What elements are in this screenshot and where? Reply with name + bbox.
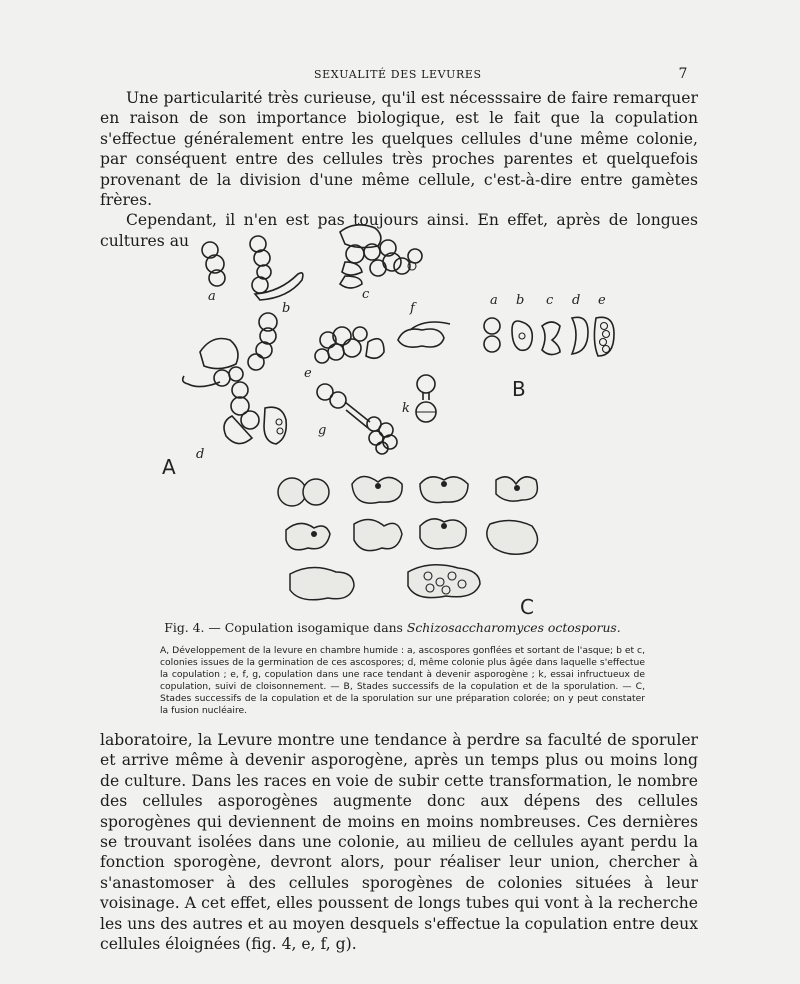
label-A-b: b: [282, 301, 291, 316]
panel-label-C: C: [520, 595, 534, 619]
paragraph-3: laboratoire, la Levure montre une tendance à perdre sa faculté de sporuler et arrive même à devenir asporogène, après un temps plus ou moins long de culture. Dans les races en voie de subir cette transformation, le nombre des cellules asporogènes augmente donc aux dépens des cellules sporogènes qui deviennent de moins en moins nombreuses. Ces dernières se trouvant isolées dans une colonie, au milieu de cellules ayant perdu la fonction sporogène, devront alors, pour réaliser leur union, chercher à s'anastomoser à des cellules sporogènes de colonies situées à leur voisinage. A cet effet, elles poussent de longs tubes qui vont à la recherche les uns des autres et au moyen desquels s'effectue la copulation entre deux cellules éloignées (fig. 4, e, f, g).: [100, 731, 698, 954]
label-B-b: b: [516, 293, 525, 308]
cells-A-d: [183, 313, 287, 462]
cells-A-b: [250, 236, 303, 316]
figure-caption-body: A, Développement de la levure en chambre humide : a, ascospores gonflées et sortant de l'asque; b et c, colonies issues de la germination de ces ascospores; d, même colonie plus âgée dans laquelle s'effectue la copulation ; e, f, g, copulation dans une race tendant à devenir asporogène ; k, essai infructueux de copulation, suivi de cloisonnement. — B, Stades successifs de la copulation et de la sporulation. — C, Stades successifs de la copulation et de la sporulation sur une préparation colorée; on y peut constater la fusion nucléaire.: [160, 645, 645, 716]
cells-A-k: [402, 375, 436, 422]
panel-label-B: B: [512, 377, 526, 401]
label-A-d: d: [196, 447, 205, 462]
bottom-text-block: [100, 730, 698, 954]
label-B-c: c: [546, 293, 554, 308]
cells-A-g: [317, 384, 397, 454]
cells-A-f: [398, 301, 450, 347]
label-B-a: a: [490, 293, 498, 308]
label-A-a: a: [208, 289, 216, 304]
paragraph-1: Une particularité très curieuse, qu'il est nécesssaire de faire remarquer en raison de son importance biologique, est le fait que la copulation s'effectue généralement entre les quelques cellules d'une même colonie, par conséquent entre des cellules très proches parentes et quelquefois provenant de la division d'une même cellule, c'est-à-dire entre gamètes frères.: [100, 89, 698, 210]
caption-prefix: Fig. 4. — Copulation isogamique dans: [164, 620, 403, 635]
figure-4: [140, 222, 660, 622]
figure-caption-title: [140, 620, 645, 635]
cells-A-c: [340, 225, 422, 302]
page-number: 7: [678, 66, 688, 82]
cells-C: [278, 476, 538, 619]
panel-label-A: A: [162, 455, 176, 479]
cells-B: [484, 293, 614, 401]
label-B-d: d: [572, 293, 581, 308]
label-B-e: e: [598, 293, 606, 308]
cells-A-a: [202, 242, 225, 304]
label-A-c: c: [362, 287, 370, 302]
cells-A-e: [304, 327, 384, 381]
label-A-g: g: [318, 423, 327, 438]
label-A-f: f: [410, 301, 415, 316]
running-head-title: SEXUALITÉ DES LEVURES: [314, 68, 482, 81]
label-A-k: k: [402, 401, 410, 416]
figure-4-illustration: [140, 222, 660, 622]
label-A-e: e: [304, 366, 312, 381]
paragraph-2: Cependant, il n'en est pas toujours ainsi. En effet, après de longues cultures au: [100, 211, 698, 250]
caption-species: Schizosaccharomyces octosporus.: [406, 620, 621, 635]
